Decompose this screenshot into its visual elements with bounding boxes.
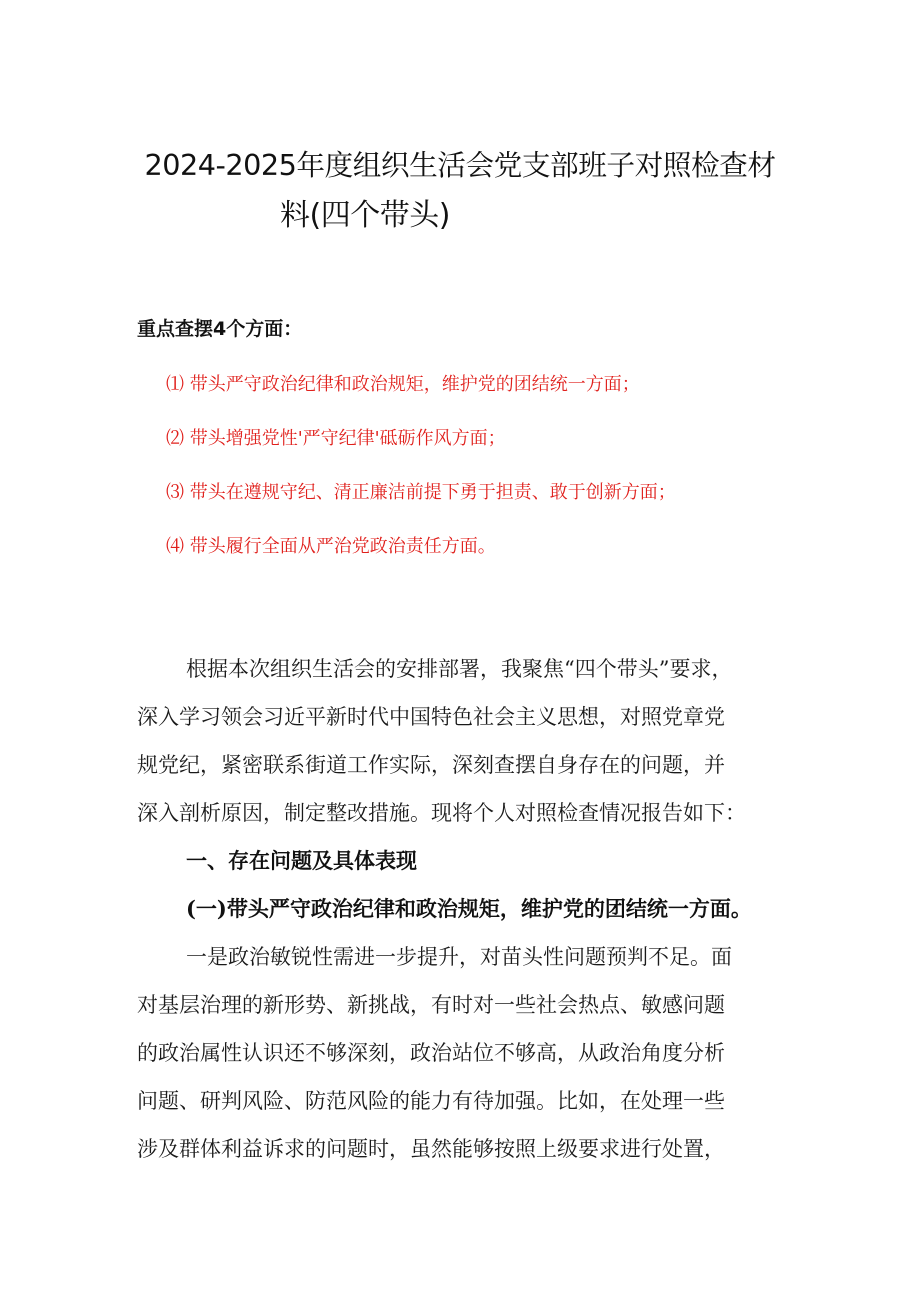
body-line-2: 对基层治理的新形势、新挑战，有时对一些社会热点、敏感问题 xyxy=(137,993,725,1017)
subsection-heading: (一)带头严守政治纪律和政治规矩，维护党的团结统一方面。 xyxy=(186,896,752,921)
body-line-1: 一是政治敏锐性需进一步提升，对苗头性问题预判不足。面 xyxy=(186,945,732,969)
body-line-3: 的政治属性认识还不够深刻，政治站位不够高，从政治角度分析 xyxy=(137,1041,725,1065)
intro-line-3: 规党纪，紧密联系街道工作实际，深刻查摆自身存在的问题，并 xyxy=(137,753,725,777)
section-heading: 一、存在问题及具体表现 xyxy=(186,848,417,873)
body-line-5: 涉及群体利益诉求的问题时，虽然能够按照上级要求进行处置， xyxy=(137,1137,725,1161)
document-title-line1: 2024-2025年度组织生活会党支部班子对照检查材 xyxy=(144,148,776,182)
focus-heading: 重点查摆4个方面： xyxy=(137,318,303,340)
focus-item-4: ⑷ 带头履行全面从严治党政治责任方面。 xyxy=(166,536,496,557)
intro-line-4: 深入剖析原因，制定整改措施。现将个人对照检查情况报告如下： xyxy=(137,801,746,825)
focus-item-2: ⑵ 带头增强党性'严守纪律'砥砺作风方面； xyxy=(166,428,506,449)
intro-line-2: 深入学习领会习近平新时代中国特色社会主义思想，对照党章党 xyxy=(137,705,725,729)
focus-item-3: ⑶ 带头在遵规守纪、清正廉洁前提下勇于担责、敢于创新方面； xyxy=(166,482,676,503)
focus-item-1: ⑴ 带头严守政治纪律和政治规矩，维护党的团结统一方面； xyxy=(166,374,640,395)
intro-line-1: 根据本次组织生活会的安排部署，我聚焦“四个带头”要求， xyxy=(186,657,733,681)
document-title-line2: 料(四个带头) xyxy=(280,198,450,233)
body-line-4: 问题、研判风险、防范风险的能力有待加强。比如，在处理一些 xyxy=(137,1089,725,1113)
